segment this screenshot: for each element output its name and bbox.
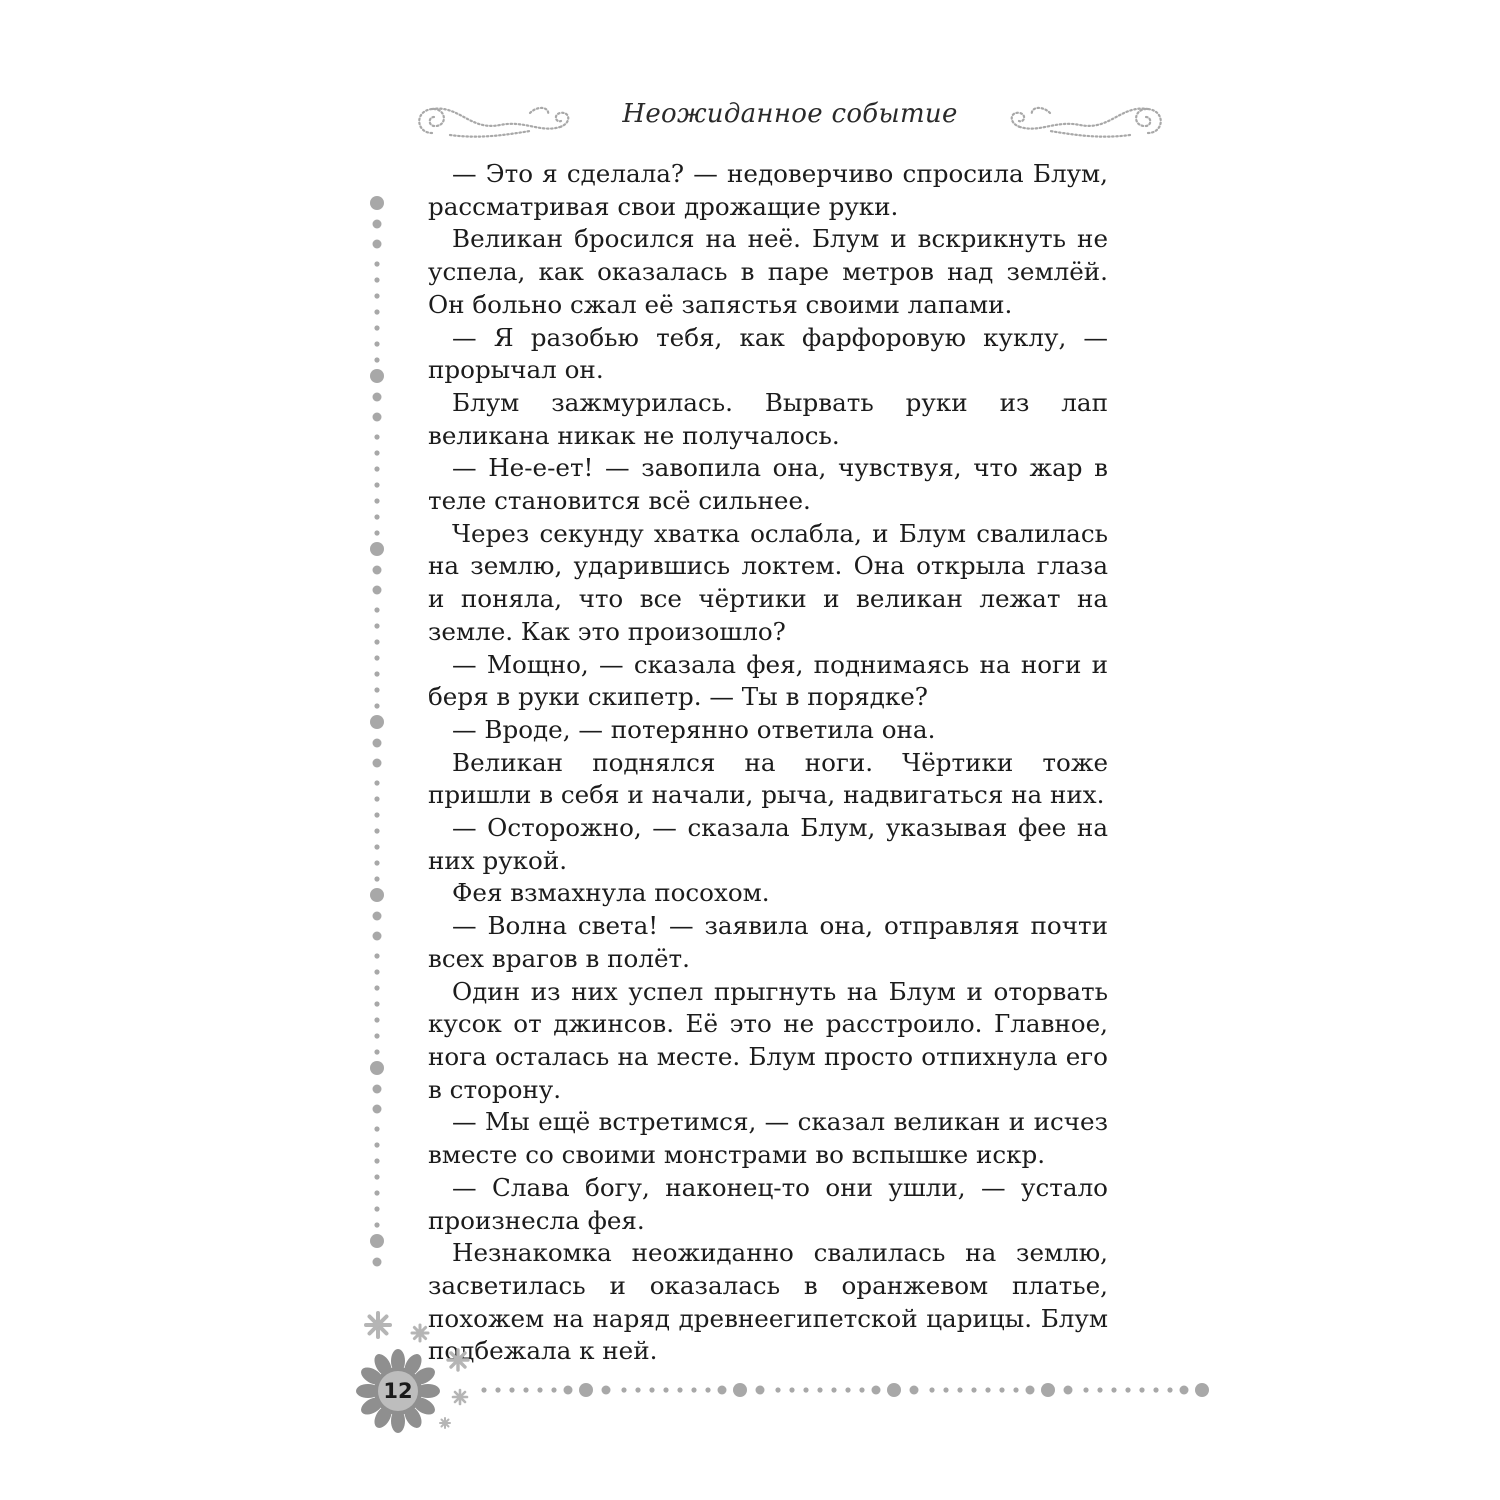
border-dot [374,450,379,455]
border-dot [370,542,384,556]
paragraph: — Волна света! — заявила она, отправляя почти всех врагов в полёт. [428,911,1108,973]
border-dot [733,1383,747,1397]
border-dot [373,739,382,748]
border-dot [999,1387,1004,1392]
border-dot [374,277,379,282]
border-dot [370,1234,384,1248]
border-dot [374,482,379,487]
border-dot [370,196,384,210]
border-dot [775,1387,780,1392]
border-dot [374,261,379,266]
paragraph: Один из них успел прыгнуть на Блум и оторвать кусок от джинсов. Её это не расстроило. Главное, нога осталась на месте. Блум просто отпихнула его в сторону. [428,976,1108,1104]
border-dot [537,1387,542,1392]
border-dot [495,1387,500,1392]
border-dot [1064,1386,1073,1395]
border-dot [1083,1387,1088,1392]
border-dot [374,1142,379,1147]
border-dot [374,623,379,628]
border-dot [635,1387,640,1392]
border-dot [374,953,379,958]
paragraph: — Мы ещё встретимся, — сказал великан и исчез вместе со своими монстрами во вспышке искр. [428,1107,1108,1170]
border-dot [789,1387,794,1392]
border-dot [649,1387,654,1392]
border-dot [374,639,379,644]
border-dot [374,1049,379,1054]
border-dot [374,796,379,801]
border-dot [370,715,384,729]
border-dot [374,985,379,990]
border-dot [374,434,379,439]
border-dot [373,413,382,422]
flower-petal [391,1409,405,1433]
border-dot [1195,1383,1209,1397]
border-dot [374,293,379,298]
border-dot [374,1190,379,1195]
paragraph: — Мощно, — сказала фея, поднимаясь на ноги и беря в руки скипетр. — Ты в порядке? [428,649,1108,712]
border-dot [1125,1387,1130,1392]
paragraph: — Слава богу, наконец-то они ушли, — устало произнесла фея. [428,1172,1108,1235]
border-dot [374,969,379,974]
body-text [428,158,1108,1368]
border-dot [1111,1387,1116,1392]
border-dot [374,780,379,785]
paragraph: Фея взмахнула посохом. [452,878,770,908]
border-dot [602,1386,611,1395]
border-dot [373,1105,382,1114]
border-dot [1041,1383,1055,1397]
border-dot [831,1387,836,1392]
border-dot [509,1387,514,1392]
border-dot [859,1387,864,1392]
border-dot [373,566,382,575]
paragraph: Великан бросился на неё. Блум и вскрикнуть не успела, как оказалась в паре метров над землёй. Он больно сжал её запястья своими лапами. [428,224,1108,319]
border-dot [374,860,379,865]
border-dot [718,1386,727,1395]
border-dot [374,687,379,692]
chapter-title: Неожиданное событие [622,99,958,129]
border-dot [373,912,382,921]
border-dot [374,671,379,676]
border-dot [1139,1387,1144,1392]
border-dot [370,888,384,902]
paragraph: Великан поднялся на ноги. Чёртики тоже пришли в себя и начали, рыча, надвигаться на них. [428,747,1108,810]
border-dot [374,498,379,503]
border-dot [803,1387,808,1392]
border-dot [373,1258,382,1267]
border-dot [943,1387,948,1392]
border-dot [1097,1387,1102,1392]
border-dot [374,466,379,471]
border-dot [910,1386,919,1395]
border-dot [872,1386,881,1395]
border-dot [971,1387,976,1392]
border-dot [374,1174,379,1179]
flower-petal [391,1349,405,1373]
page-number: 12 [383,1379,413,1403]
border-dot [373,1085,382,1094]
left-dotted-border [358,195,398,1285]
border-dot [373,759,382,768]
paragraph: — Осторожно, — сказала Блум, указывая фее на них рукой. [428,813,1108,875]
border-dot [579,1383,593,1397]
border-dot [1013,1387,1018,1392]
border-dot [374,1158,379,1163]
paragraph: — Вроде, — потерянно ответила она. [452,714,936,744]
border-dot [374,812,379,817]
border-dot [374,325,379,330]
border-dot [677,1387,682,1392]
border-dot [374,876,379,881]
border-dot [374,1222,379,1227]
border-dot [374,607,379,612]
border-dot [373,586,382,595]
border-dot [1167,1387,1172,1392]
paragraph: — Не-е-ет! — завопила она, чувствуя, что жар в теле становится всё сильнее. [428,453,1108,516]
border-dot [551,1387,556,1392]
border-dot [374,828,379,833]
right-flourish-ornament [1000,95,1170,143]
border-dot [957,1387,962,1392]
border-dot [621,1387,626,1392]
border-dot [374,357,379,362]
border-dot [374,703,379,708]
border-dot [1180,1386,1189,1395]
border-dot [705,1387,710,1392]
border-dot [374,1017,379,1022]
paragraph: — Это я сделала? — недоверчиво спросила Блум, рассматривая свои дрожащие руки. [428,159,1108,221]
border-dot [373,240,382,249]
border-dot [373,220,382,229]
paragraph: Через секунду хватка ослабла, и Блум свалилась на землю, ударившись локтем. Она открыла глаза и поняла, что все чёртики и великан лежат на земле. Как это произошло? [428,518,1108,646]
border-dot [663,1387,668,1392]
border-dot [929,1387,934,1392]
border-dot [564,1386,573,1395]
border-dot [374,1033,379,1038]
border-dot [374,530,379,535]
border-dot [373,393,382,402]
border-dot [1153,1387,1158,1392]
border-dot [374,1001,379,1006]
border-dot [756,1386,765,1395]
border-dot [985,1387,990,1392]
border-dot [1026,1386,1035,1395]
border-dot [370,1061,384,1075]
bottom-dotted-border [478,1378,1218,1402]
border-dot [374,1126,379,1131]
border-dot [374,341,379,346]
border-dot [370,369,384,383]
border-dot [523,1387,528,1392]
paragraph: Незнакомка неожиданно свалилась на землю, засветилась и оказалась в оранжевом платье, похожем на наряд древнеегипетской царицы. Блум подбежала к ней. [428,1238,1108,1366]
paragraph: — Я разобью тебя, как фарфоровую куклу, — прорычал он. [428,322,1108,385]
border-dot [374,1206,379,1211]
border-dot [691,1387,696,1392]
border-dot [374,514,379,519]
border-dot [374,844,379,849]
running-header [410,95,1170,143]
border-dot [845,1387,850,1392]
border-dot [817,1387,822,1392]
border-dot [374,309,379,314]
paragraph: Блум зажмурилась. Вырвать руки из лап великана никак не получалось. [428,387,1108,450]
border-dot [373,932,382,941]
border-dot [887,1383,901,1397]
border-dot [374,655,379,660]
